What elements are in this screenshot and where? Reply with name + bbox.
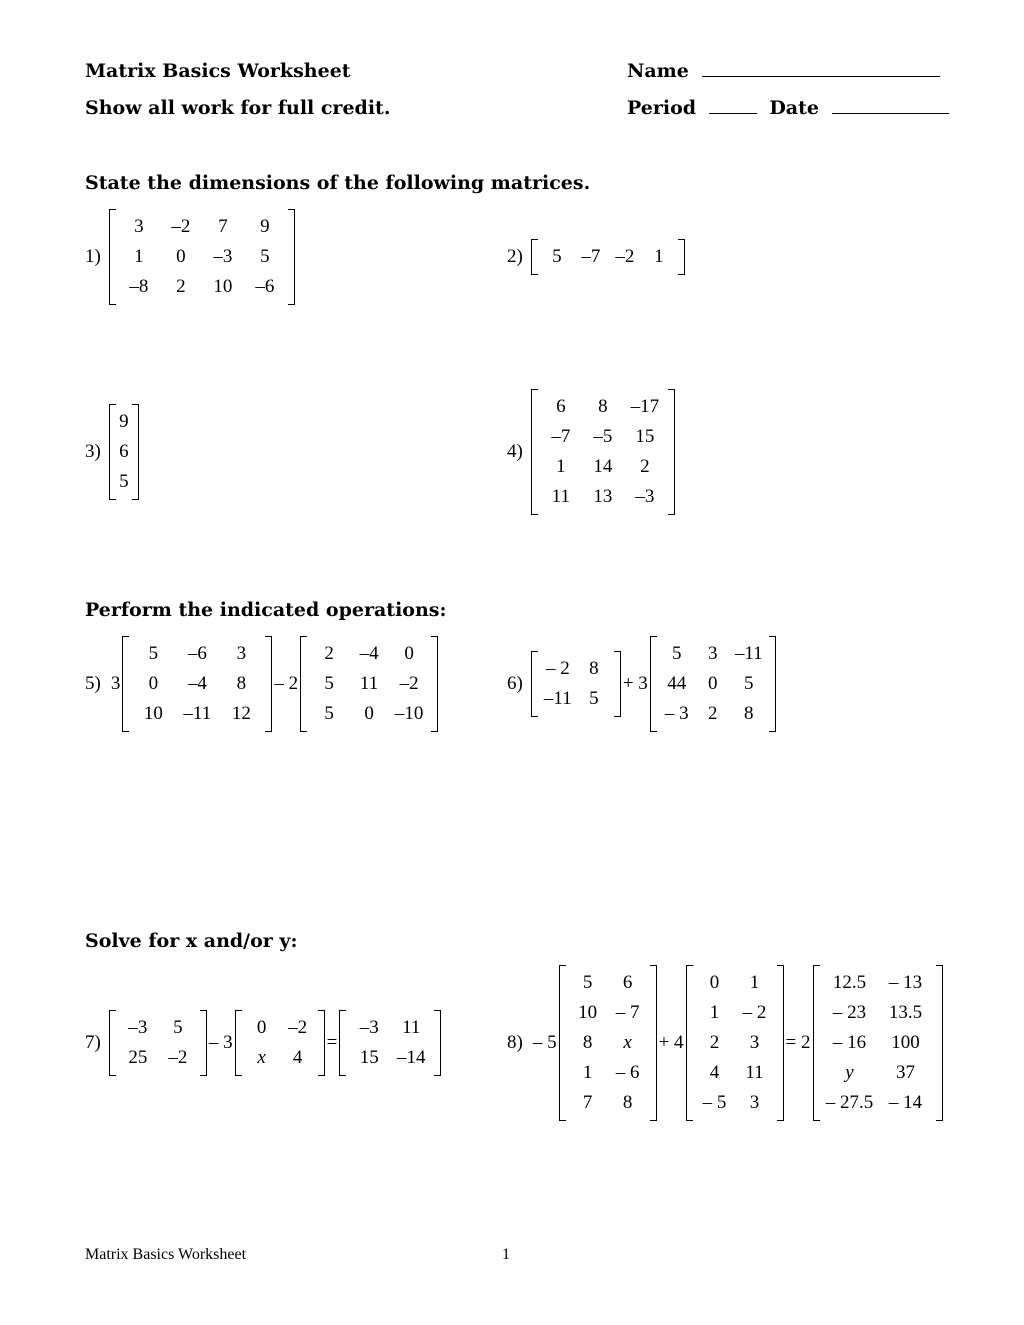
matrix-cell: 0 <box>708 673 718 694</box>
matrix-cell: –14 <box>397 1047 426 1068</box>
scalar-coefficient: – 5 <box>532 1032 557 1053</box>
problem-number: 5) <box>85 673 101 694</box>
matrix-cell: –11 <box>543 688 572 709</box>
matrix-cell: 3 <box>134 216 144 237</box>
matrix-row <box>568 1028 648 1058</box>
matrix <box>559 965 657 1121</box>
matrix-cell: 10 <box>143 703 163 724</box>
matrix-cell: 2 <box>708 703 718 724</box>
matrix-cell: –3 <box>128 1017 148 1038</box>
matrix-cell: 5 <box>119 471 129 492</box>
matrix-cell: 100 <box>891 1032 920 1053</box>
matrix-cell: –8 <box>129 276 149 297</box>
matrix <box>109 209 295 305</box>
matrix-cell: – 2 <box>545 658 570 679</box>
matrix-cell: –4 <box>359 643 379 664</box>
matrix-cell: 6 <box>119 441 129 462</box>
solve-heading: Solve for x and/or y: <box>85 930 298 952</box>
matrix-row <box>540 242 676 272</box>
matrix-cell: 2 <box>324 643 334 664</box>
matrix-row <box>131 639 263 669</box>
matrix-cell: 2 <box>640 456 650 477</box>
matrix-cell: –11 <box>734 643 763 664</box>
matrix-cell: 3 <box>236 643 247 664</box>
matrix-row <box>695 1058 775 1088</box>
problem-8 <box>507 965 943 1121</box>
date-label: Date <box>769 97 819 119</box>
matrix-cell: 37 <box>896 1062 916 1083</box>
matrix-cell: 25 <box>128 1047 148 1068</box>
matrix-cell: 5 <box>744 673 754 694</box>
matrix-cell: 2 <box>176 276 186 297</box>
matrix-row <box>659 669 767 699</box>
matrix-cell: 5 <box>589 688 599 709</box>
matrix-cell: – 2 <box>742 1002 767 1023</box>
matrix-cell: 10 <box>578 1002 598 1023</box>
matrix-row <box>309 669 429 699</box>
matrix-cell: 5 <box>260 246 270 267</box>
problem-number: 2) <box>507 246 523 267</box>
dimensions-heading: State the dimensions of the following matrices. <box>85 172 591 194</box>
matrix <box>109 1010 207 1076</box>
matrix-cell: –7 <box>581 246 601 267</box>
matrix-row <box>244 1043 316 1073</box>
matrix-cell: –2 <box>288 1017 308 1038</box>
matrix-cell: 5 <box>324 703 334 724</box>
matrix-cell: 3 <box>749 1032 760 1053</box>
matrix-row <box>822 1028 934 1058</box>
matrix-cell: –5 <box>593 426 613 447</box>
footer-title: Matrix Basics Worksheet <box>85 1246 247 1263</box>
operator: + 4 <box>658 1032 684 1053</box>
period-blank <box>709 99 757 114</box>
problem-number: 4) <box>507 441 523 462</box>
matrix-cell: 3 <box>749 1092 760 1113</box>
name-blank <box>702 62 940 77</box>
matrix-cell: – 16 <box>832 1032 867 1053</box>
matrix-row <box>309 699 429 729</box>
matrix-cell: – 23 <box>832 1002 867 1023</box>
matrix-cell: 1 <box>556 456 566 477</box>
matrix-cell: –2 <box>399 673 419 694</box>
matrix-cell: 44 <box>667 673 687 694</box>
matrix-cell: x <box>623 1032 632 1053</box>
matrix <box>531 651 621 717</box>
matrix-cell: –3 <box>359 1017 379 1038</box>
matrix-row <box>118 212 286 242</box>
matrix-row <box>348 1043 432 1073</box>
matrix-row <box>568 1088 648 1118</box>
matrix-row <box>540 422 666 452</box>
matrix-cell: 13 <box>593 486 613 507</box>
matrix-row <box>540 452 666 482</box>
matrix-cell: y <box>845 1062 854 1083</box>
scalar-coefficient: 3 <box>110 673 121 694</box>
equals-sign: = 2 <box>785 1032 811 1053</box>
name-label: Name <box>627 60 689 82</box>
problem-number: 7) <box>85 1032 101 1053</box>
matrix-cell: 1 <box>749 972 760 993</box>
matrix-cell: –3 <box>635 486 655 507</box>
matrix <box>531 239 685 275</box>
matrix-cell: –2 <box>615 246 635 267</box>
matrix-row <box>131 699 263 729</box>
matrix-row <box>822 998 934 1028</box>
matrix-cell: –6 <box>187 643 207 664</box>
matrix-row <box>659 639 767 669</box>
matrix-cell: –17 <box>630 396 660 417</box>
matrix-cell: 0 <box>176 246 186 267</box>
date-blank <box>832 99 949 114</box>
name-field <box>627 60 940 82</box>
matrix-row <box>695 1088 775 1118</box>
matrix-cell: 5 <box>552 246 562 267</box>
matrix-cell: 6 <box>556 396 566 417</box>
equals-sign: = <box>326 1032 338 1053</box>
problem-5 <box>85 636 438 732</box>
problem-7 <box>85 1010 441 1076</box>
matrix-cell: –6 <box>255 276 275 297</box>
matrix-cell: 0 <box>256 1017 267 1038</box>
problem-4 <box>507 389 675 515</box>
matrix-cell: 5 <box>173 1017 183 1038</box>
matrix-cell: 8 <box>582 1032 593 1053</box>
matrix-row <box>118 242 286 272</box>
matrix-row <box>540 392 666 422</box>
matrix-row <box>568 998 648 1028</box>
matrix-cell: 1 <box>582 1062 593 1083</box>
matrix-cell: 12.5 <box>832 972 867 993</box>
matrix-cell: 10 <box>213 276 233 297</box>
problem-2 <box>507 239 685 275</box>
operator: – 3 <box>208 1032 233 1053</box>
matrix-row <box>118 1043 198 1073</box>
matrix-cell: 5 <box>672 643 682 664</box>
matrix <box>339 1010 441 1076</box>
matrix-cell: 8 <box>236 673 247 694</box>
operations-heading: Perform the indicated operations: <box>85 599 447 621</box>
matrix <box>300 636 438 732</box>
matrix-row <box>244 1013 316 1043</box>
operator: + 3 <box>622 673 648 694</box>
matrix-cell: 0 <box>364 703 374 724</box>
matrix-cell: 5 <box>324 673 334 694</box>
matrix-cell: –2 <box>168 1047 188 1068</box>
matrix-row <box>695 998 775 1028</box>
matrix-row <box>659 699 767 729</box>
matrix-cell: 0 <box>404 643 414 664</box>
matrix-cell: 1 <box>654 246 664 267</box>
matrix-cell: 8 <box>589 658 599 679</box>
matrix-cell: –10 <box>394 703 424 724</box>
matrix-row <box>695 968 775 998</box>
matrix-cell: –3 <box>213 246 233 267</box>
matrix-cell: 7 <box>218 216 228 237</box>
instruction-text: Show all work for full credit. <box>85 97 391 119</box>
matrix-cell: 0 <box>709 972 720 993</box>
matrix-cell: 6 <box>622 972 633 993</box>
matrix-cell: –2 <box>171 216 191 237</box>
matrix-cell: 9 <box>119 411 129 432</box>
matrix-cell: –7 <box>551 426 571 447</box>
matrix-cell: 5 <box>148 643 159 664</box>
page-number: 1 <box>502 1246 510 1263</box>
matrix-row <box>540 684 612 714</box>
matrix-cell: 15 <box>359 1047 379 1068</box>
matrix-cell: 11 <box>402 1017 421 1038</box>
problem-number: 8) <box>507 1032 523 1053</box>
matrix-row <box>348 1013 432 1043</box>
matrix-row <box>822 968 934 998</box>
period-label: Period <box>627 97 697 119</box>
matrix-cell: – 27.5 <box>825 1092 874 1113</box>
matrix-cell: 5 <box>582 972 593 993</box>
matrix-cell: 8 <box>622 1092 633 1113</box>
matrix <box>235 1010 325 1076</box>
matrix-cell: – 5 <box>702 1092 727 1113</box>
period-date-field <box>627 97 949 119</box>
worksheet-title: Matrix Basics Worksheet <box>85 60 351 82</box>
matrix-cell: 1 <box>134 246 144 267</box>
matrix-cell: 14 <box>593 456 613 477</box>
matrix <box>109 404 139 500</box>
matrix-cell: –4 <box>187 673 207 694</box>
problem-number: 6) <box>507 673 523 694</box>
matrix-row <box>695 1028 775 1058</box>
matrix-cell: 12 <box>231 703 251 724</box>
matrix-row <box>118 407 130 437</box>
matrix-row <box>118 1013 198 1043</box>
matrix-cell: 11 <box>359 673 379 694</box>
matrix-row <box>540 654 612 684</box>
matrix-row <box>540 482 666 512</box>
matrix-row <box>118 437 130 467</box>
matrix-cell: – 14 <box>888 1092 923 1113</box>
matrix-cell: 3 <box>708 643 718 664</box>
matrix-cell: – 6 <box>615 1062 640 1083</box>
problem-6 <box>507 636 776 732</box>
matrix-cell: 8 <box>598 396 608 417</box>
matrix <box>122 636 272 732</box>
matrix-row <box>131 669 263 699</box>
matrix-cell: – 7 <box>615 1002 640 1023</box>
matrix-cell: 7 <box>582 1092 593 1113</box>
matrix <box>650 636 776 732</box>
matrix <box>686 965 784 1121</box>
matrix-cell: 11 <box>551 486 570 507</box>
matrix <box>531 389 675 515</box>
matrix-cell: 4 <box>709 1062 720 1083</box>
matrix-row <box>118 467 130 497</box>
matrix-cell: 1 <box>709 1002 720 1023</box>
problem-3 <box>85 404 139 500</box>
matrix-cell: 0 <box>148 673 159 694</box>
matrix-row <box>568 1058 648 1088</box>
matrix-cell: –11 <box>183 703 212 724</box>
matrix-cell: 2 <box>709 1032 720 1053</box>
problem-number: 1) <box>85 246 101 267</box>
matrix-row <box>568 968 648 998</box>
matrix-cell: 4 <box>292 1047 303 1068</box>
matrix-row <box>118 272 286 302</box>
problem-1 <box>85 209 295 305</box>
matrix-cell: – 13 <box>888 972 923 993</box>
matrix <box>813 965 943 1121</box>
matrix-cell: 15 <box>635 426 655 447</box>
matrix-row <box>309 639 429 669</box>
problem-number: 3) <box>85 441 101 462</box>
matrix-cell: 9 <box>260 216 270 237</box>
matrix-cell: 13.5 <box>888 1002 923 1023</box>
matrix-cell: 11 <box>745 1062 764 1083</box>
operator: – 2 <box>274 673 299 694</box>
matrix-row <box>822 1088 934 1118</box>
matrix-cell: 8 <box>744 703 754 724</box>
matrix-cell: – 3 <box>664 703 689 724</box>
matrix-cell: x <box>257 1047 266 1068</box>
matrix-row <box>822 1058 934 1088</box>
